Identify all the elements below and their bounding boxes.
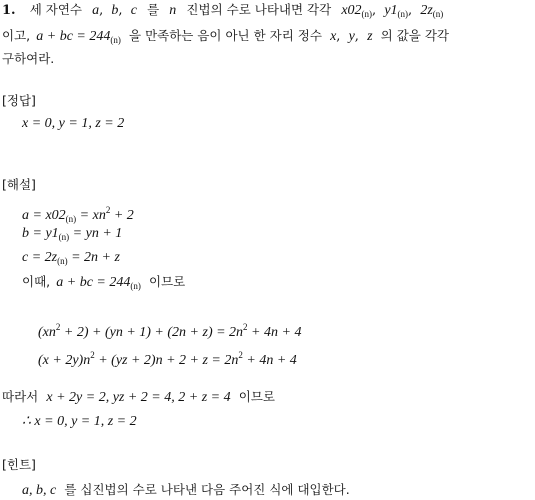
hint-header: [힌트] [2,457,36,472]
solution-equation-2: $(x + 2y)n^2 + (yz + 2)n + 2 + z = 2n^2 + 4n + 4$ [38,350,297,368]
solution-therefore-line: 따라서 x + 2y = 2, yz + 2 = 4, 2 + z = 4 이므로 [2,389,275,405]
problem-number: 1. [2,3,16,18]
hint-text: a, b, c 를 십진법의 수로 나타낸 다음 주어진 식에 대입한다. [22,482,350,498]
problem-line-2: 이고, a + bc = $244_{(n)}$ 을 만족하는 음이 아닌 한 자리 정수 x, y, z 의 값을 각각 [2,28,449,45]
solution-c-line: $c = 2z_{(n)} = 2n + z$ [22,250,120,266]
solution-header: [해설] [2,177,36,192]
solution-conclusion: ∴ x = 0, y = 1, z = 2 [22,414,137,429]
problem-line-3: 구하여라. [2,51,55,66]
solution-then-line: 이때, a + bc = $244_{(n)}$ 이므로 [22,274,186,291]
solution-equation-1: $(xn^2 + 2) + (yn + 1) + (2n + z) = 2n^2 + 4n + 4$ [38,322,302,340]
solution-a-line: $a = x02_{(n)} = xn^2 + 2$ [22,205,134,224]
answer-values: x = 0, y = 1, z = 2 [22,116,125,131]
problem-line-1: 1. 세 자연수 a, b, c 를 n 진법의 수로 나타내면 각각 $x02_{(n)}$, $y1_{(n)}$, $2z_{(n)}$ [2,2,444,19]
solution-b-line: $b = y1_{(n)}$ = yn + 1 [22,226,123,242]
answer-header: [정답] [2,93,36,108]
